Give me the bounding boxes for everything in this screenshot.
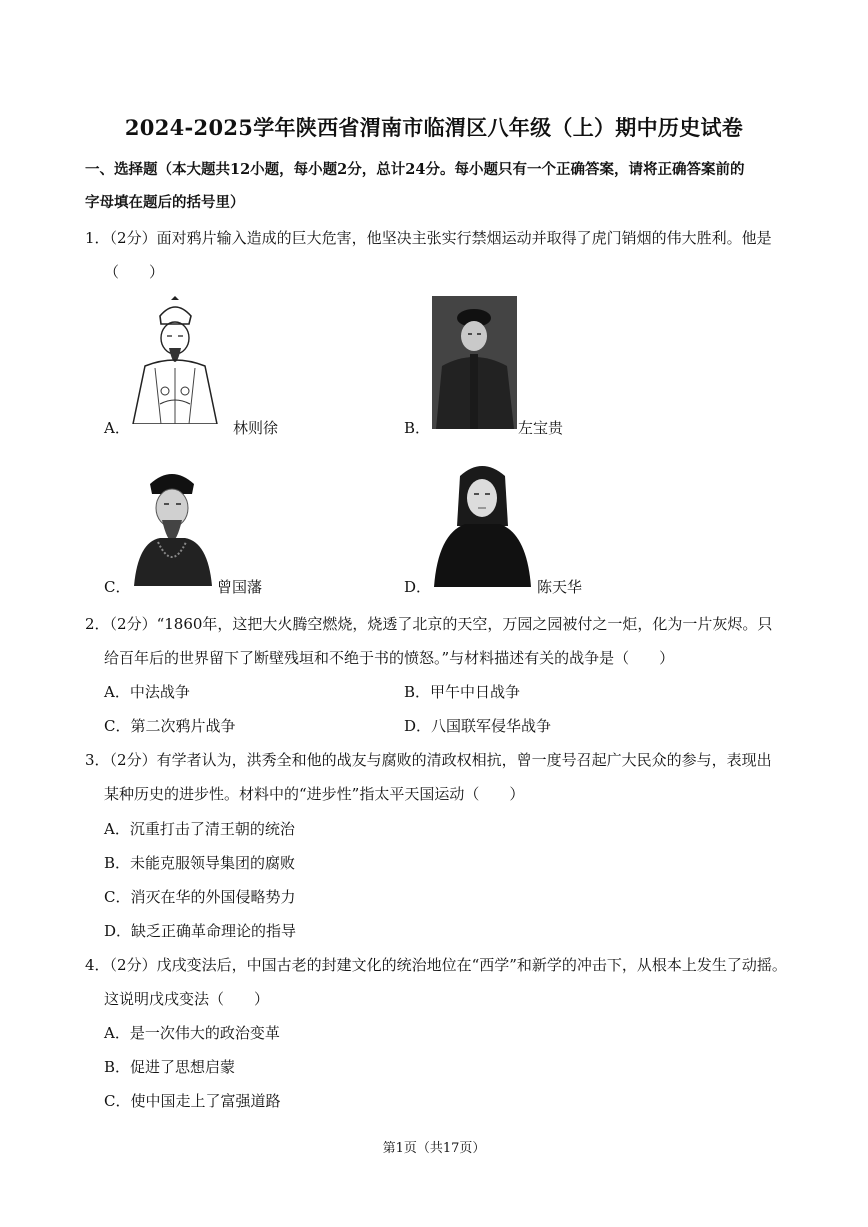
option-b-letter: B．: [404, 419, 431, 437]
question-3-option-c: C．消灭在华的外国侵略势力: [104, 888, 296, 906]
option-c-portrait-image: [130, 462, 215, 586]
section-heading: 一、选择题（本大题共12小题，每小题2分，总计24分。每小题只有一个正确答案，请将正确答案前的: [85, 161, 745, 178]
question-2-stem-cont: 给百年后的世界留下了断壁残垣和不绝于书的愤怒。”与材料描述有关的战争是（ ）: [104, 649, 675, 667]
question-4-stem: 4．（2分）戊戌变法后，中国古老的封建文化的统治地位在“西学”和新学的冲击下，从根本上发生了动摇。: [85, 956, 787, 974]
option-a-label: 林则徐: [233, 419, 279, 437]
question-3-option-a: A．沉重打击了清王朝的统治: [104, 820, 295, 838]
option-d-letter: D．: [404, 578, 432, 596]
question-2-option-d: D．八国联军侵华战争: [404, 717, 552, 735]
option-d-label: 陈天华: [537, 578, 583, 596]
question-1-stem-cont: （ ）: [104, 263, 165, 281]
question-4-option-b: B．促进了思想启蒙: [104, 1058, 236, 1076]
page-title: 2024-2025学年陕西省渭南市临渭区八年级（上）期中历史试卷: [124, 115, 744, 140]
option-a-portrait-image: [125, 296, 225, 424]
question-2-option-c: C．第二次鸦片战争: [104, 717, 236, 735]
question-3-stem-cont: 某种历史的进步性。材料中的“进步性”指太平天国运动（ ）: [104, 785, 525, 803]
page-footer: 第1页（共17页）: [382, 1141, 486, 1156]
option-b-label: 左宝贵: [518, 419, 564, 437]
option-a-letter: A．: [104, 419, 130, 437]
option-b-portrait-image: [432, 296, 517, 429]
question-3-option-d: D．缺乏正确革命理论的指导: [104, 922, 297, 940]
section-heading-cont: 字母填在题后的括号里）: [85, 194, 245, 211]
option-c-label: 曾国藩: [217, 578, 263, 596]
question-2-option-b: B．甲午中日战争: [404, 683, 521, 701]
question-3-stem: 3．（2分）有学者认为，洪秀全和他的战友与腐败的清政权相抗，曾一度号召起广大民众的参与，表现出: [85, 751, 772, 769]
option-d-portrait-image: [430, 456, 535, 587]
option-c-letter: C．: [104, 578, 131, 596]
question-2-stem: 2．（2分）“1860年，这把大火腾空燃烧，烧透了北京的天空，万园之园被付之一炬，化为一片灰烬。只: [85, 615, 773, 633]
question-1-stem: 1．（2分）面对鸦片输入造成的巨大危害，他坚决主张实行禁烟运动并取得了虎门销烟的伟大胜利。他是: [85, 229, 772, 247]
question-4-option-c: C．使中国走上了富强道路: [104, 1092, 281, 1110]
question-4-stem-cont: 这说明戊戌变法（ ）: [104, 990, 270, 1008]
question-4-option-a: A．是一次伟大的政治变革: [104, 1024, 280, 1042]
question-3-option-b: B．未能克服领导集团的腐败: [104, 854, 296, 872]
question-2-option-a: A．中法战争: [104, 683, 190, 701]
